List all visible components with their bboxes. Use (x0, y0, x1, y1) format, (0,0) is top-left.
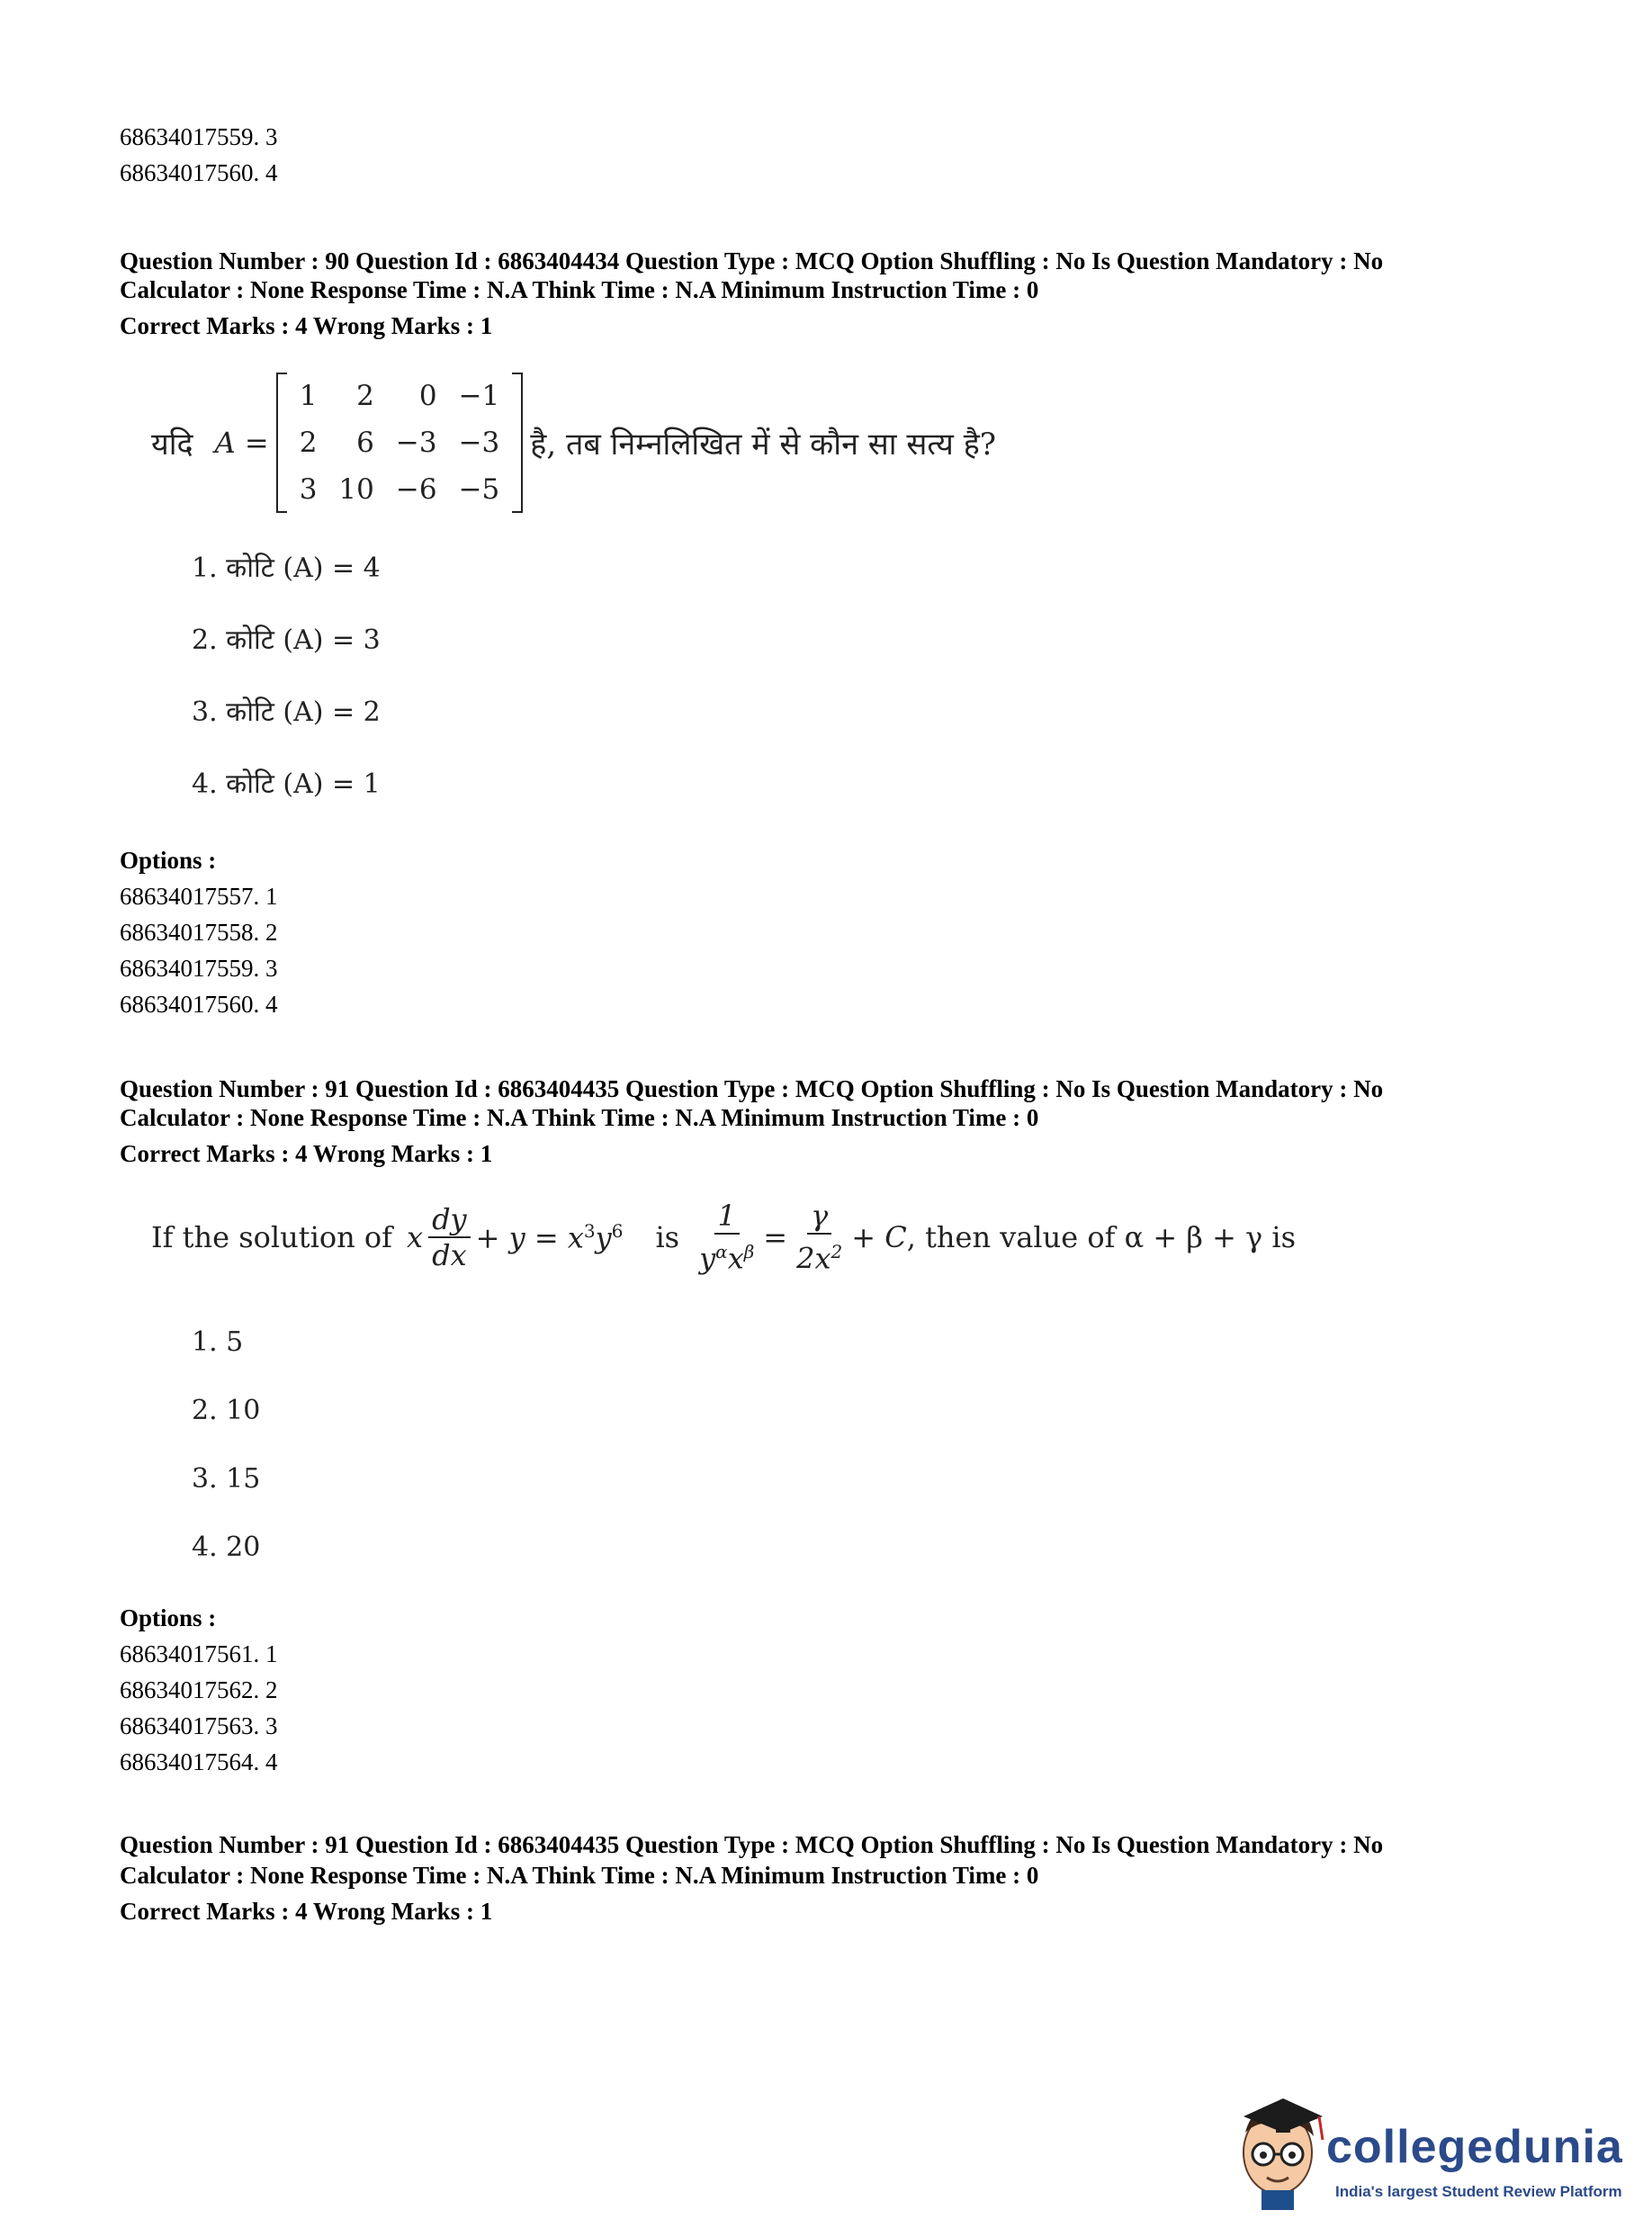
question-header: Question Number : 91 Question Id : 6863404435 Question Type : MCQ Option Shuffling : No Is Question Mandatory : No (120, 1831, 1384, 1858)
option-line: 68634017560. 4 (120, 159, 278, 186)
matrix-cell: 2 (299, 427, 318, 459)
matrix-cell: 10 (338, 473, 374, 506)
option-line: 68634017559. 3 (120, 123, 278, 150)
choice: 4. कोटि (A) = 1 (192, 768, 381, 800)
question-meta: Calculator : None Response Time : N.A Think Time : N.A Minimum Instruction Time : 0 (120, 276, 1039, 303)
choice: 1. कोटि (A) = 4 (192, 553, 381, 584)
derivative-fraction: $\frac{dy}{dx}$ (428, 1202, 471, 1272)
stem-is: is (655, 1219, 680, 1254)
choice: 3. 15 (192, 1463, 261, 1495)
option-line: 68634017564. 4 (120, 1748, 278, 1775)
stem-suffix: है, तब निम्नलिखित में से कौन सा सत्य है? (530, 427, 996, 463)
matrix-cell: 6 (356, 427, 374, 459)
option-line: 68634017561. 1 (120, 1640, 278, 1667)
logo-wordmark: collegedunia (1326, 2121, 1623, 2173)
solution-fraction-right: $\frac{\gamma}{2x^2}$ (796, 1199, 843, 1276)
matrix-cell: 0 (418, 380, 437, 412)
question-stem (151, 373, 996, 513)
matrix-cell: −5 (458, 473, 500, 506)
question-marks: Correct Marks : 4 Wrong Marks : 1 (120, 312, 493, 339)
choice: 4. 20 (192, 1532, 261, 1563)
question-marks: Correct Marks : 4 Wrong Marks : 1 (120, 1140, 493, 1167)
collegedunia-logo (1226, 2097, 1639, 2214)
options-label: Options : (120, 1604, 217, 1631)
matrix (276, 373, 524, 513)
question-header: Question Number : 90 Question Id : 6863404434 Question Type : MCQ Option Shuffling : No Is Question Mandatory : No (120, 247, 1384, 274)
solution-fraction-left: $\frac{1}{y^\alpha x^\beta}$ (699, 1199, 755, 1276)
logo-tagline: India's largest Student Review Platform (1335, 2183, 1622, 2200)
option-line: 68634017562. 2 (120, 1676, 278, 1703)
option-line: 68634017557. 1 (120, 883, 278, 910)
equation-rhs: + $y = x^3y^6$ (475, 1219, 624, 1255)
question-meta: Calculator : None Response Time : N.A Think Time : N.A Minimum Instruction Time : 0 (120, 1862, 1039, 1889)
option-line: 68634017563. 3 (120, 1712, 278, 1739)
options-label: Options : (120, 847, 217, 874)
question-stem: If the solution of x $\frac{dy}{dx}$ + $y = x^3y^6$ is $\frac{1}{y^\alpha x^\beta}$ = $\frac{\gamma}{2x^2}$ + C , then value of α + β + γ is (151, 1199, 1297, 1276)
question-meta: Calculator : None Response Time : N.A Think Time : N.A Minimum Instruction Time : 0 (120, 1104, 1039, 1131)
question-header: Question Number : 91 Question Id : 6863404435 Question Type : MCQ Option Shuffling : No Is Question Mandatory : No (120, 1075, 1384, 1102)
matrix-cell: 3 (299, 473, 318, 506)
option-line: 68634017559. 3 (120, 955, 278, 982)
matrix-cell: −1 (458, 380, 500, 412)
matrix-cell: 2 (356, 380, 374, 412)
matrix-cell: −3 (458, 427, 500, 459)
choice: 1. 5 (192, 1326, 244, 1358)
option-line: 68634017558. 2 (120, 919, 278, 946)
equation-x: x (407, 1219, 424, 1254)
matrix-label: A = (214, 426, 269, 460)
choice: 2. कोटि (A) = 3 (192, 624, 381, 656)
matrix-cell: −6 (395, 473, 437, 506)
choice: 3. कोटि (A) = 2 (192, 696, 381, 728)
stem-prefix: If the solution of (151, 1219, 393, 1254)
question-marks: Correct Marks : 4 Wrong Marks : 1 (120, 1898, 493, 1925)
stem-prefix: यदि (151, 427, 193, 463)
choice: 2. 10 (192, 1395, 261, 1426)
option-line: 68634017560. 4 (120, 991, 278, 1018)
matrix-cell: 1 (299, 380, 318, 412)
matrix-cell: −3 (395, 427, 437, 459)
stem-suffix: , then value of α + β + γ is (906, 1219, 1297, 1254)
constant-term: + C (851, 1219, 907, 1254)
